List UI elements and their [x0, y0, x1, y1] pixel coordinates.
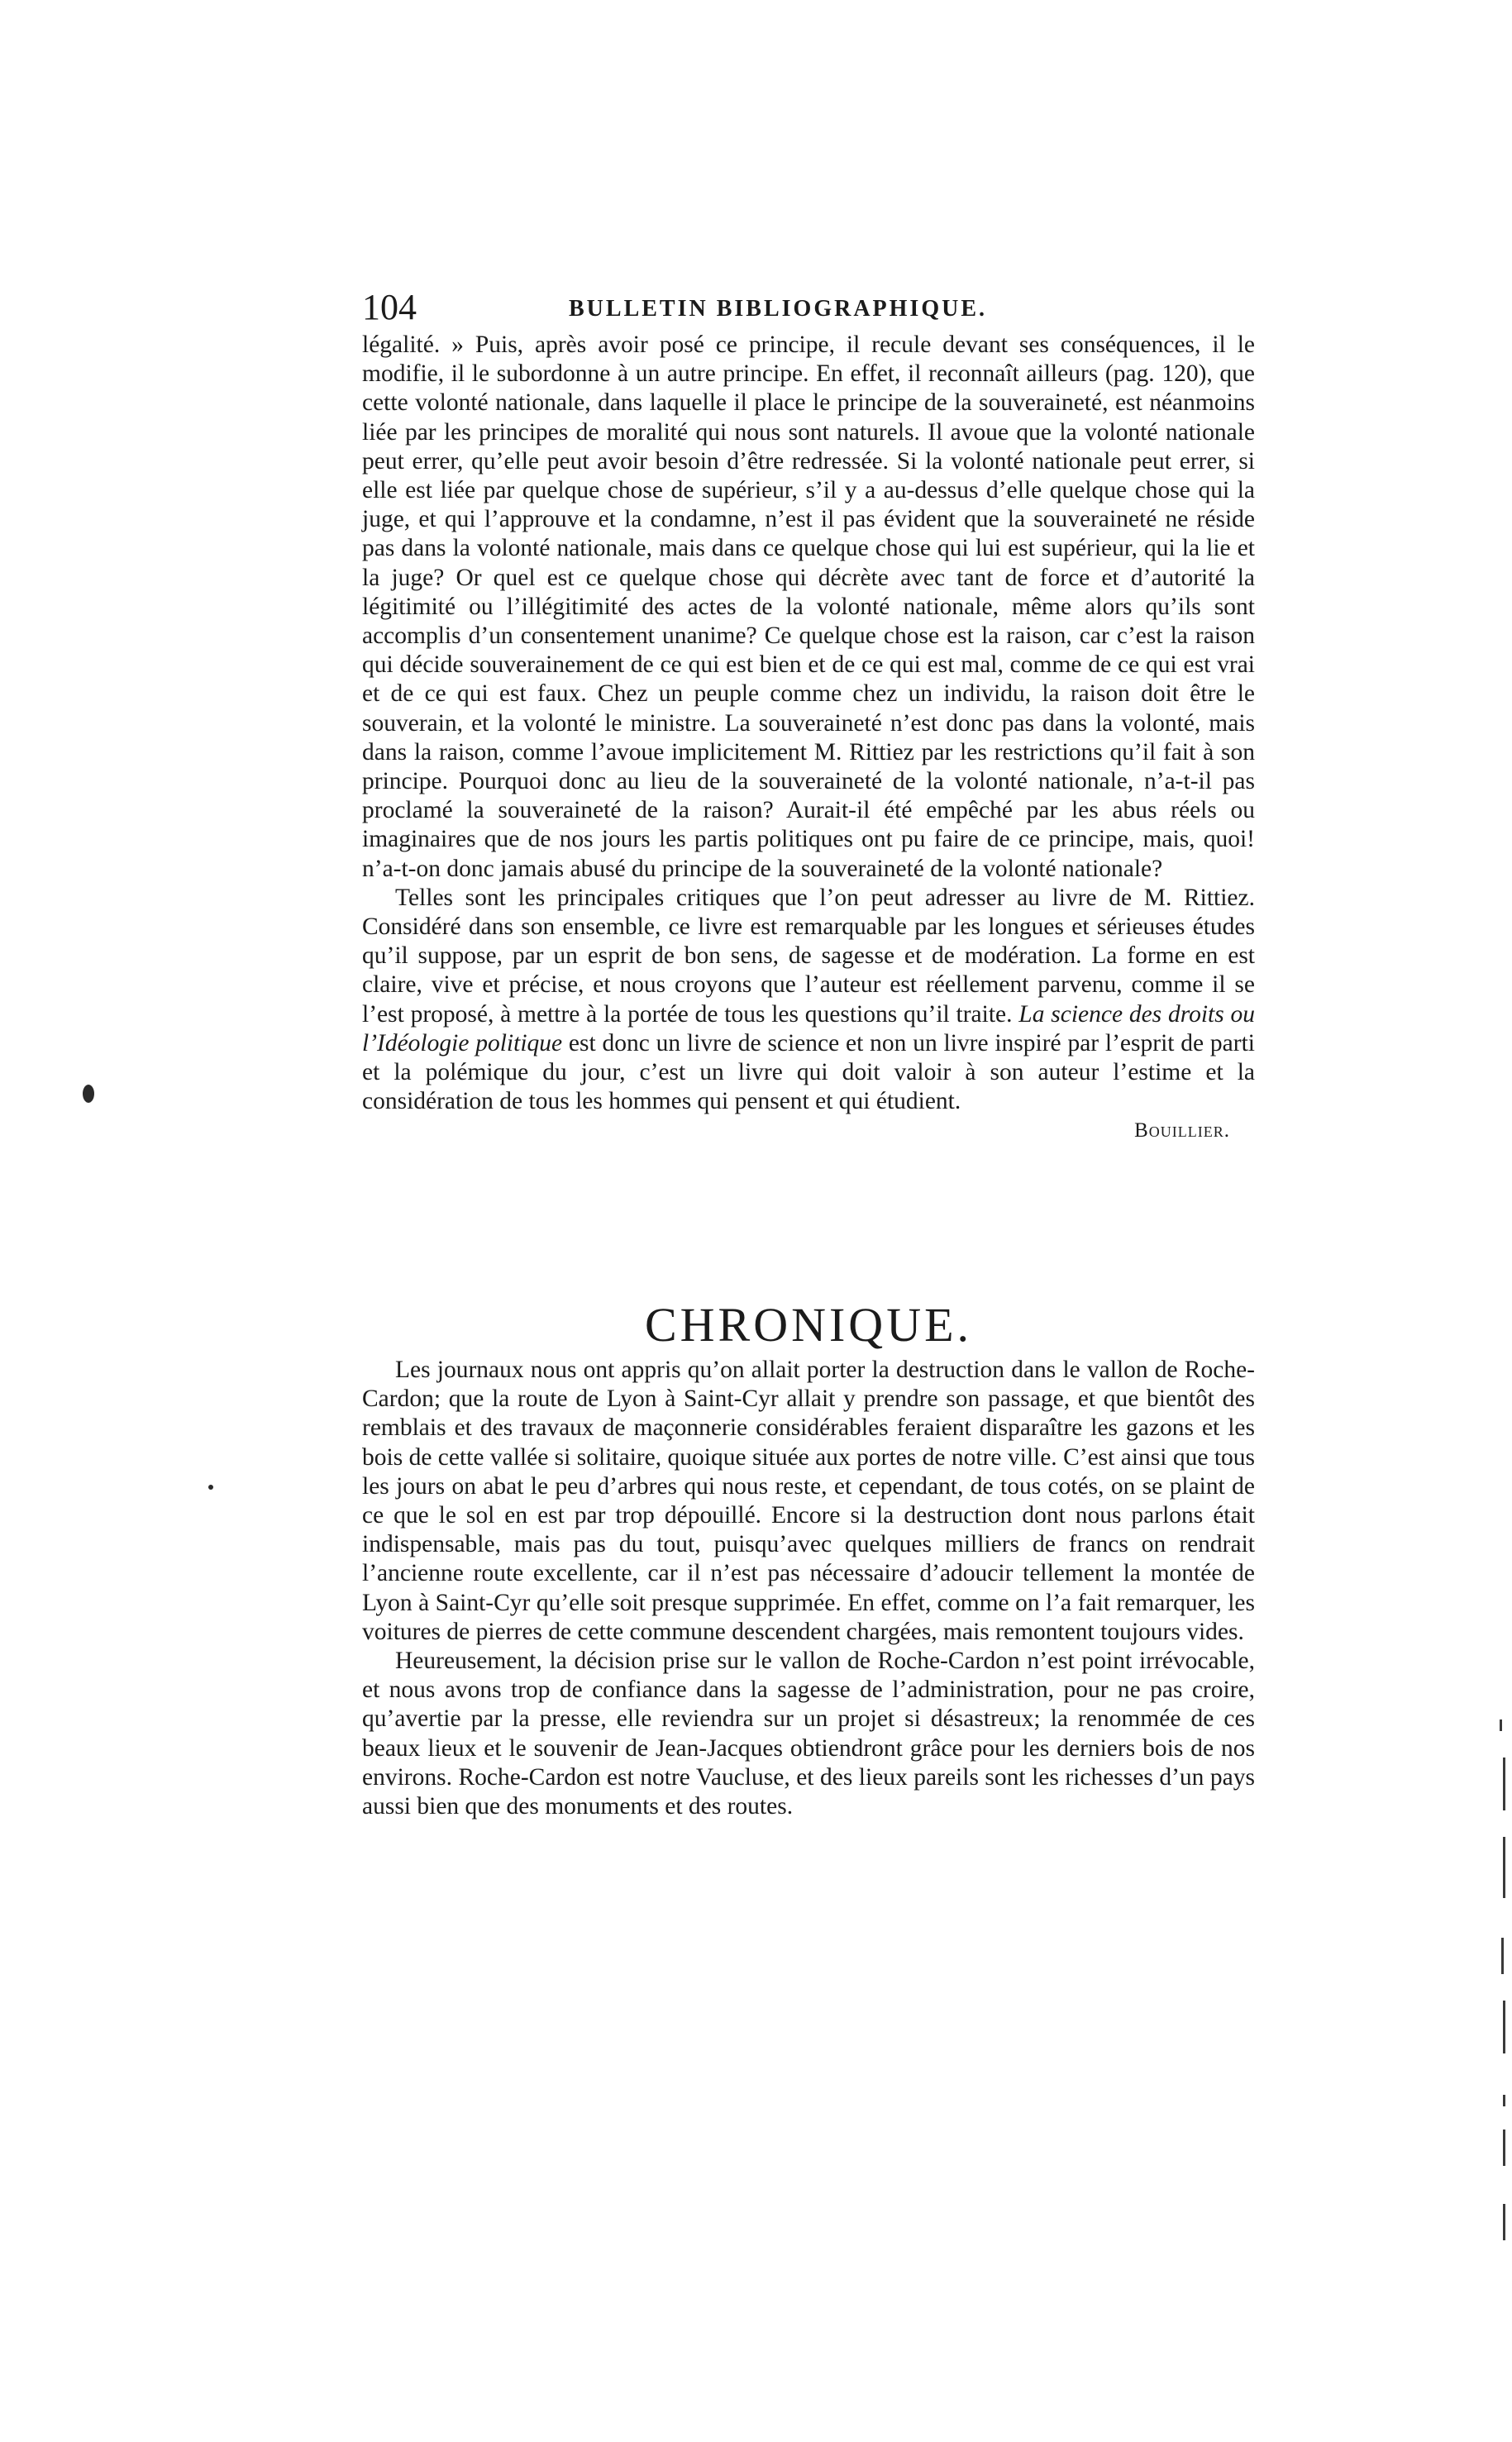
- scan-edge-mark: [1503, 2204, 1505, 2240]
- chronique-paragraph-1: Les journaux nous ont appris qu’on allait porter la destruction dans le vallon de Roche-Cardon; que la route de Lyon à Saint-Cyr allait y prendre son passage, et que bientôt des remblais et des travaux de maçonnerie considérables feraient disparaître les gazons et les bois de cette vallée si solitaire, quoique située aux portes de notre ville. C’est ainsi que tous les jours on abat le peu d’arbres qui nous reste, et cependant, de tous cotés, on se plaint de ce que le sol en est par trop dépouillé. Encore si la destruction dont nous parlons était indispensable, mais pas du tout, puisqu’avec quelques milliers de francs on rendrait l’ancienne route excellente, car il n’est pas nécessaire d’adoucir tellement la montée de Lyon à Saint-Cyr qu’elle soit presque supprimée. En effet, comme on l’a fait remarquer, les voitures de pierres de cette commune descendent chargées, mais remontent toujours vides.: [362, 1357, 1255, 1645]
- chronique-section: [362, 1356, 1255, 1821]
- review-paragraph-2-start: Telles sont les principales critiques que l’on peut adresser au livre de M. Rittiez. Considéré dans son ensemble, ce livre est remarquable par les longues et sérieuses études qu’il suppose, par un esprit de bon sens, de sagesse et de modération. La forme en est claire, vive et précise, et nous croyons que l’auteur est réellement parvenu, comme il se l’est proposé, à mettre à la portée de tous les questions qu’il traite.: [362, 884, 1255, 1028]
- review-paragraph-2-end: est donc un livre de science et non un livre inspiré par l’esprit de parti et la polémique du jour, c’est un livre qui doit valoir à son auteur l’estime et la considération de tous les hommes qui pensent et qui étudient.: [362, 1029, 1255, 1115]
- chronique-title: CHRONIQUE.: [644, 1298, 973, 1352]
- review-article: [362, 331, 1255, 1146]
- chronique-paragraph-2: Heureusement, la décision prise sur le vallon de Roche-Cardon n’est point irrévocable, et nous avons trop de confiance dans la sagesse de l’administration, pour ne pas croire, qu’avertie par la presse, elle reviendra sur un projet si désastreux; la renommée de ces beaux lieux et le souvenir de Jean-Jacques obtiendront grâce pour les derniers bois de nos environs. Roche-Cardon est notre Vaucluse, et des lieux pareils sont les richesses d’un pays aussi bien que des monuments et des routes.: [362, 1648, 1255, 1820]
- scan-edge-mark: [1501, 1938, 1504, 1974]
- review-paragraph-1: légalité. » Puis, après avoir posé ce principe, il recule devant ses conséquences, il le modifie, il le subordonne à un autre principe. En effet, il reconnaît ailleurs (pag. 120), que cette volonté nationale, dans laquelle il place le principe de la souveraineté, est néanmoins liée par les principes de moralité qui nous sont naturels. Il avoue que la volonté nationale peut errer, qu’elle peut avoir besoin d’être redressée. Si la volonté nationale peut errer, si elle est liée par quelque chose de supérieur, s’il y a au-dessus d’elle quelque chose qui la juge, et qui l’approuve et la condamne, n’est il pas évident que la souveraineté ne réside pas dans la volonté nationale, mais dans ce quelque chose qui lui est supérieur, qui la lie et la juge? Or quel est ce quelque chose qui décrète avec tant de force et d’autorité la légitimité ou l’illégitimité des actes de la volonté nationale, même alors qu’ils sont accomplis d’un consentement unanime? Ce quelque chose est la raison, car c’est la raison qui décide souverainement de ce qui est bien et de ce qui est mal, comme de ce qui est vrai et de ce qui est faux. Chez un peuple comme chez un individu, la raison doit être le souverain, et la volonté le ministre. La souveraineté n’est donc pas dans la volonté, mais dans la raison, comme l’avoue implicitement M. Rittiez par les restrictions qu’il fait à son principe. Pourquoi donc au lieu de la souveraineté de la volonté nationale, n’a-t-il pas proclamé la souveraineté de la raison? Aurait-il été empêché par les abus réels ou imaginaires que de nos jours les partis politiques ont pu faire de ce principe, mais, quoi! n’a-t-on donc jamais abusé du principe de la souveraineté de la volonté nationale?: [362, 331, 1255, 882]
- scan-edge-mark: [1503, 2130, 1505, 2166]
- margin-ink-spot: [83, 1085, 94, 1103]
- review-paragraph-2: [362, 884, 1255, 1117]
- scan-edge-mark: [1503, 1758, 1505, 1810]
- page-header: [362, 284, 1255, 331]
- page-number: 104: [362, 287, 417, 327]
- author-signature: Bouillier.: [1134, 1119, 1230, 1142]
- scan-edge-mark: [1503, 1837, 1505, 1898]
- book-title-italic: La science des droits ou l’Idéologie politique: [362, 1000, 1255, 1056]
- running-head: BULLETIN BIBLIOGRAPHIQUE.: [569, 296, 987, 322]
- scan-edge-mark: [1500, 1719, 1502, 1731]
- scan-edge-mark: [1503, 2001, 1505, 2053]
- margin-dot: [208, 1485, 213, 1490]
- scan-edge-mark: [1503, 2095, 1505, 2106]
